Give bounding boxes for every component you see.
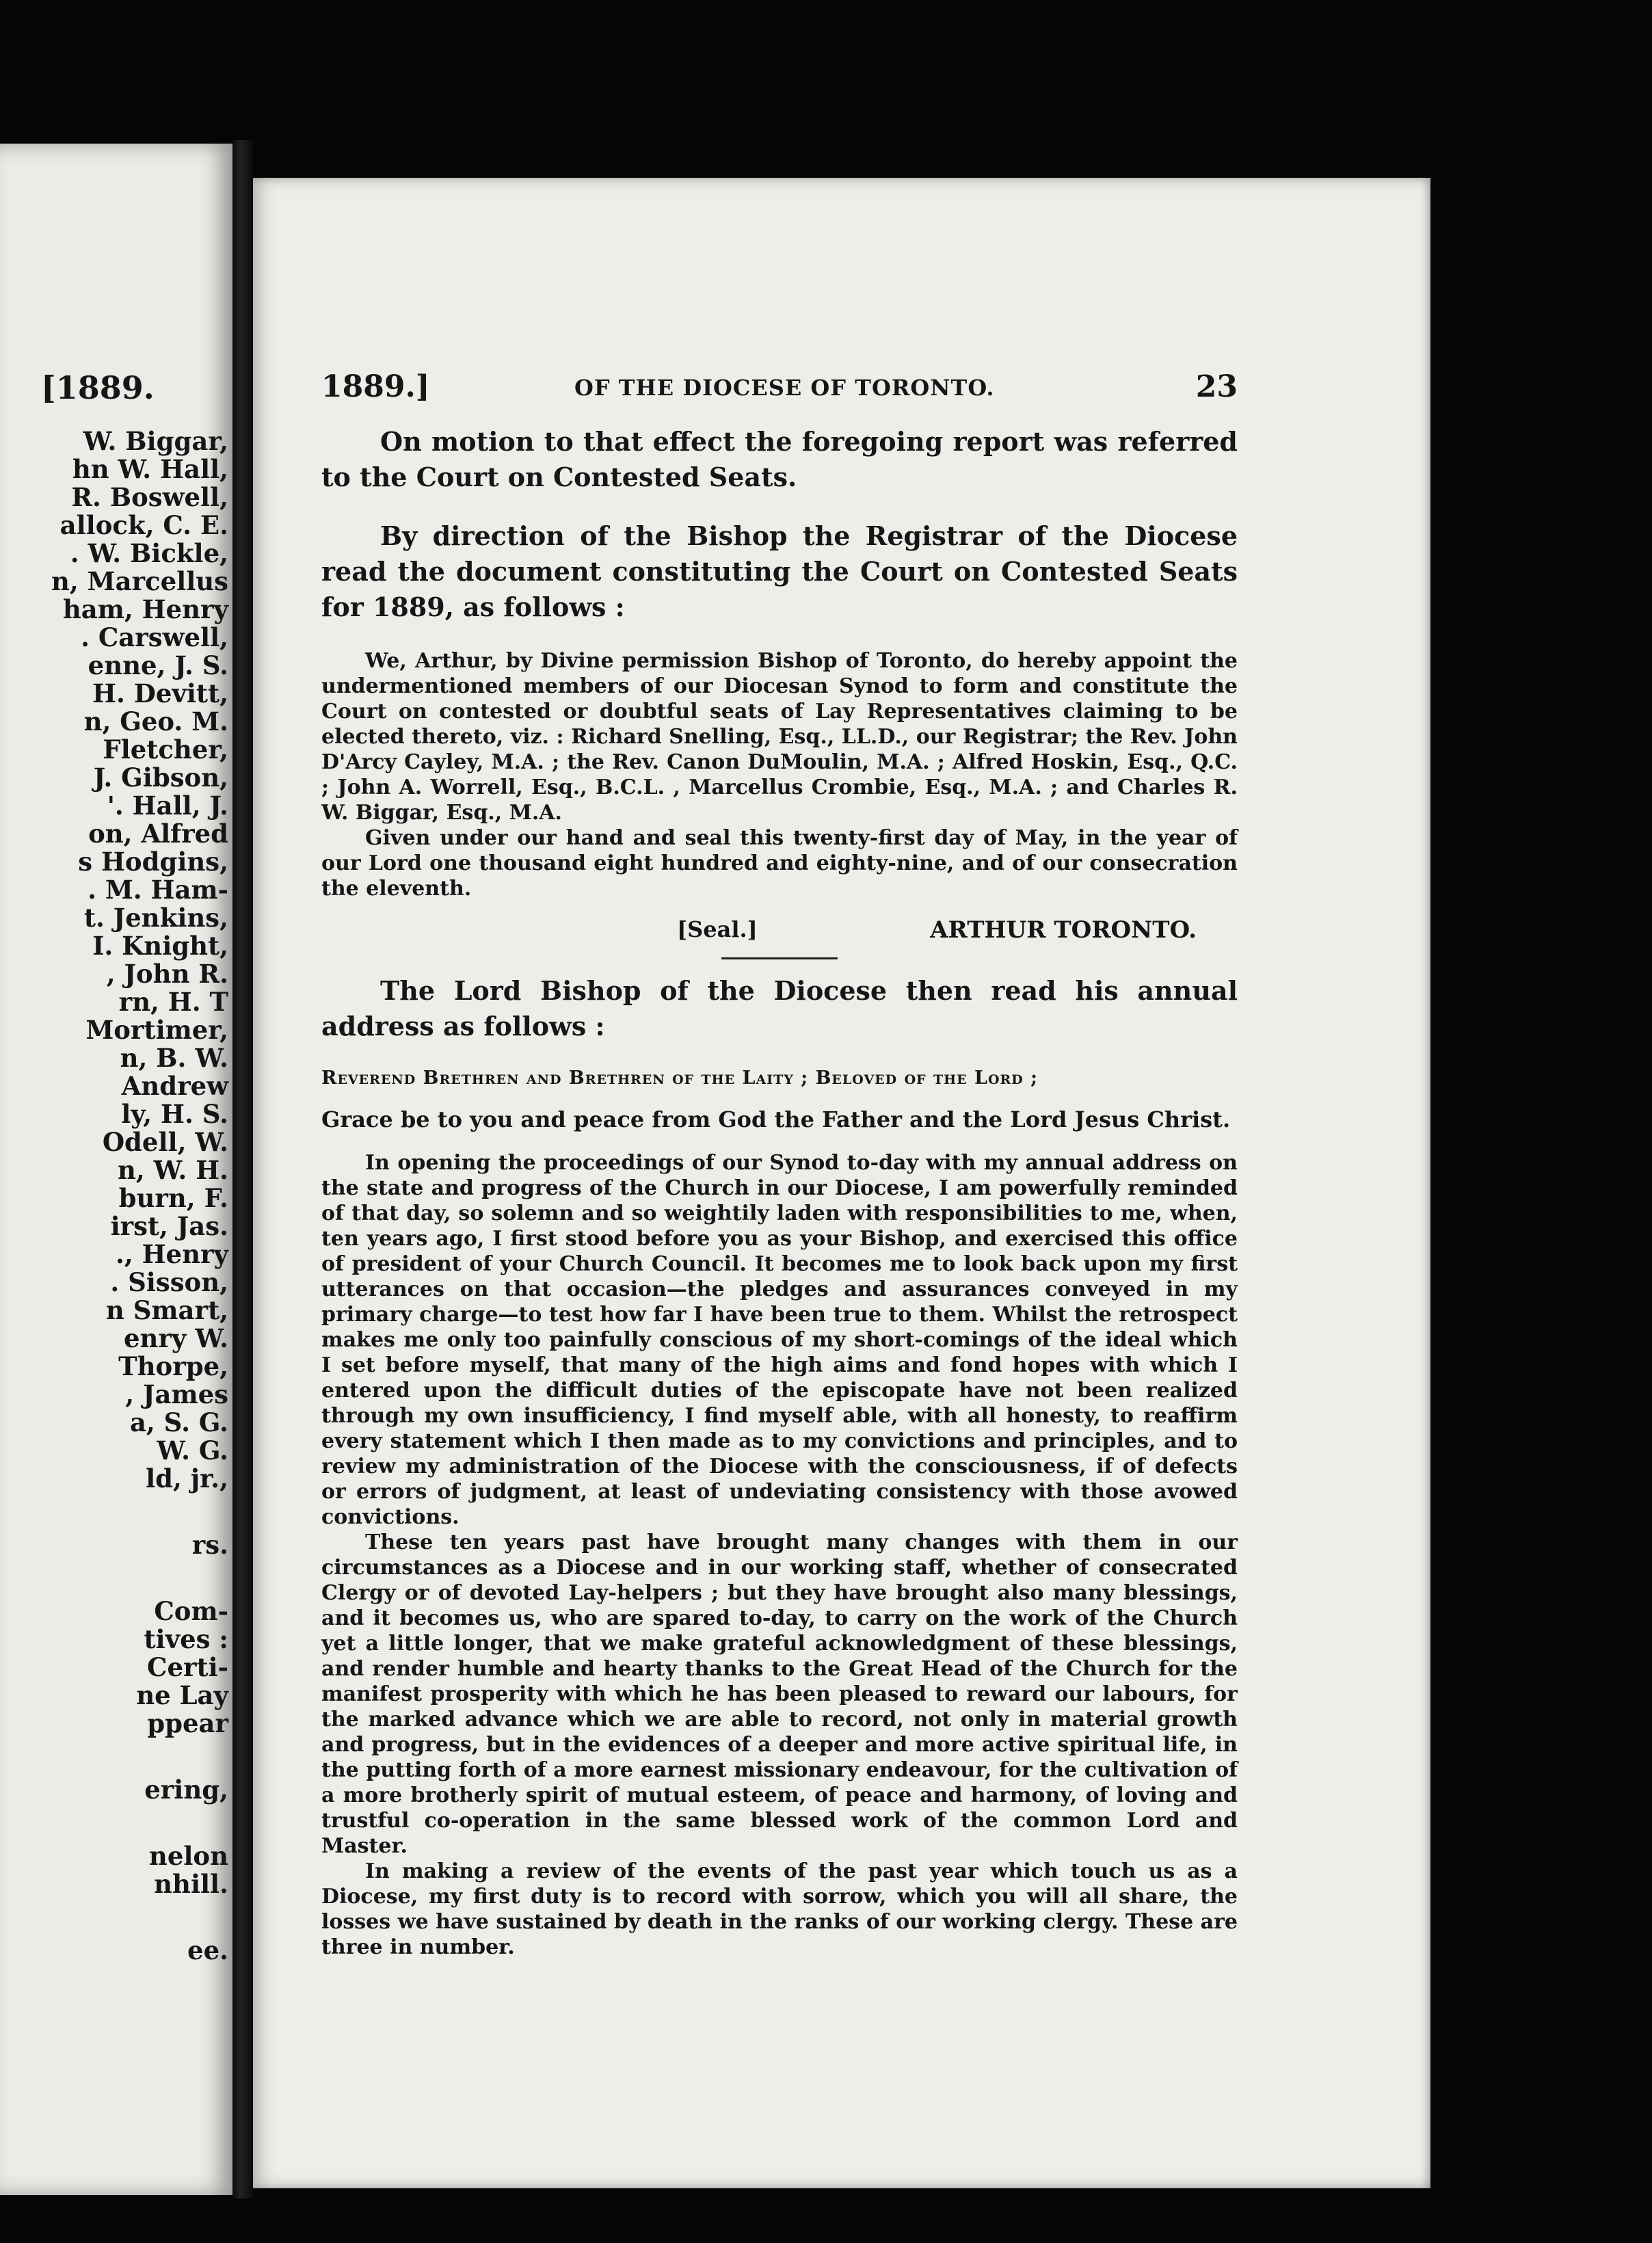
left-page-line: . M. Ham- — [88, 875, 228, 905]
left-page-line: , John R. — [106, 959, 228, 989]
left-page-line: n, W. H. — [117, 1155, 228, 1185]
signature-line — [321, 914, 1238, 945]
left-page-line: ne Lay — [136, 1680, 228, 1710]
left-page-line: Odell, W. — [102, 1127, 228, 1157]
section-divider — [721, 957, 838, 959]
left-page-header: [1889. — [41, 369, 155, 406]
left-page-line: burn, F. — [118, 1183, 228, 1213]
left-page-line: R. Boswell, — [71, 482, 228, 512]
left-page-line: ., Henry — [115, 1239, 228, 1269]
left-page-line: on, Alfred — [88, 819, 228, 849]
left-page-line: a, S. G. — [129, 1407, 228, 1437]
left-page-line: ham, Henry — [62, 594, 228, 624]
left-page-line: Fletcher, — [103, 734, 228, 765]
left-page-line: I. Knight, — [92, 931, 228, 961]
running-head-year: 1889.] — [321, 369, 430, 404]
left-page-line: Com- — [154, 1596, 228, 1626]
left-page-line: . W. Bickle, — [70, 538, 228, 568]
page-body — [321, 424, 1238, 1960]
address-paragraph-1: In opening the proceedings of our Synod to-day with my annual address on the state and progress of the Church in our Diocese, I am powerfully reminded of that day, so solemn and so weightily laden with responsibilities to me, when, ten years ago, I first stood before you as your Bishop, and exercised this office of president of your Church Council. It becomes me to look back upon my first utterances on that occasion—the pledges and assurances conveyed in my primary charge—to test how far I have been true to them. Whilst the retrospect makes me only too painfully conscious of my short-comings of the ideal which I set before myself, that many of the high aims and fond hopes with which I entered upon the difficult duties of the episcopate have not been realized through my own insufficiency, I find myself able, with all honesty, to reaffirm every statement which I then made as to my convictions and principles, and to review my administration of the Diocese with the consciousness, if of defects or errors of judgment, at least of undeviating consistency with those avowed convictions. — [321, 1151, 1238, 1529]
left-page-gap — [0, 1898, 228, 1937]
left-page-line: s Hodgins, — [78, 847, 228, 877]
left-page-line: ppear — [147, 1708, 228, 1738]
left-page-line: n, B. W. — [120, 1043, 228, 1073]
left-page-line: enne, J. S. — [88, 650, 228, 680]
left-page-gap — [0, 1804, 228, 1842]
left-page-gap — [0, 1738, 228, 1776]
left-page-line: Thorpe, — [118, 1351, 228, 1381]
left-page-line: J. Gibson, — [93, 762, 228, 793]
signer-name: ARTHUR TORONTO. — [930, 916, 1197, 944]
left-page-gap — [0, 1559, 228, 1597]
left-page-line: t. Jenkins, — [83, 903, 228, 933]
left-page-line: H. Devitt, — [92, 678, 228, 708]
left-page-line: rs. — [191, 1530, 228, 1560]
left-page-line: Mortimer, — [85, 1015, 228, 1045]
address-body — [321, 1150, 1238, 1960]
page-number: 23 — [1195, 369, 1238, 404]
left-page — [0, 144, 232, 2195]
left-page-line: ering, — [144, 1775, 228, 1805]
address-paragraph-2: These ten years past have brought many changes with them in our circumstances as a Diocese and in our working staff, whether of consecrated Clergy or of devoted Lay-helpers ; but they have brought also many blessings, and it becomes us, who are spared to-day, to carry on the work of the Church yet a little longer, that we make grateful acknowledgment of these blessings, and render humble and hearty thanks to the Great Head of the Church for the manifest prosperity with which he has been pleased to reward our labours, for the marked advance which we are able to record, not only in material growth and progress, but in the evidences of a deeper and more active spiritual life, in the putting forth of a more earnest missionary endeavour, for the cultivation of a more brotherly spirit of mutual esteem, of peace and harmony, of loving and trustful co-operation in the same blessed work of the common Lord and Master. — [321, 1530, 1238, 1858]
left-page-line: , James — [125, 1379, 228, 1409]
left-page-line: n Smart, — [105, 1295, 228, 1325]
left-page-text — [0, 427, 232, 1965]
left-page-line: irst, Jas. — [110, 1211, 228, 1241]
left-page-line: W. G. — [157, 1435, 228, 1465]
book-gutter — [232, 140, 253, 2199]
running-head — [321, 369, 1238, 410]
paragraph-motion: On motion to that effect the foregoing report was referred to the Court on Contested Seats. — [321, 426, 1238, 492]
left-page-line: n, Marcellus — [51, 566, 228, 596]
paragraph-direction: By direction of the Bishop the Registrar of the Diocese read the document constituting the Court on Contested Seats for 1889, as follows : — [321, 520, 1238, 622]
left-page-line: Certi- — [147, 1652, 228, 1682]
right-page — [253, 178, 1430, 2188]
left-page-line: tives : — [144, 1624, 228, 1654]
salutation: Reverend Brethren and Brethren of the Laity ; Beloved of the Lord ; — [321, 1067, 1039, 1089]
left-page-line: n, Geo. M. — [83, 706, 228, 736]
left-page-line: ee. — [187, 1935, 228, 1965]
left-page-line: nelon — [148, 1841, 228, 1871]
appointment-text: We, Arthur, by Divine permission Bishop of Toronto, do hereby appoint the undermentioned members of our Diocesan Synod to form and constitute the Court on contested or doubtful seats of Lay Representatives claiming to be elected thereto, viz. : Richard Snelling, Esq., LL.D., our Registrar; the Rev. John D'Arcy Cayley, M.A. ; the Rev. Canon DuMoulin, M.A. ; Alfred Hoskin, Esq., Q.C. ; John A. Worrell, Esq., B.C.L. , Marcellus Crombie, Esq., M.A. ; and Charles R. W. Biggar, Esq., M.A. — [321, 649, 1238, 825]
left-page-gap — [0, 1493, 228, 1531]
running-head-title: OF THE DIOCESE OF TORONTO. — [574, 375, 995, 401]
seal-label: [Seal.] — [677, 916, 758, 942]
address-paragraph-3: In making a review of the events of the past year which touch us as a Diocese, my first duty is to record with sorrow, which you will all share, the losses we have sustained by death in the ranks of our working clergy. These are three in number. — [321, 1859, 1238, 1959]
left-page-line: ly, H. S. — [121, 1099, 228, 1129]
left-page-line: W. Biggar, — [83, 426, 228, 456]
left-page-line: . Sisson, — [110, 1267, 228, 1297]
left-page-line: nhill. — [154, 1869, 228, 1899]
left-page-line: rn, H. T — [118, 987, 228, 1017]
left-page-line: ld, jr., — [146, 1463, 228, 1494]
left-page-line: enry W. — [124, 1323, 228, 1353]
left-page-line: hn W. Hall, — [72, 454, 228, 484]
left-page-line: Andrew — [121, 1071, 228, 1101]
grace-line: Grace be to you and peace from God the Father and the Lord Jesus Christ. — [321, 1106, 1231, 1132]
left-page-line: allock, C. E. — [59, 510, 228, 540]
left-page-line: '. Hall, J. — [107, 791, 228, 821]
left-page-line: . Carswell, — [81, 622, 228, 652]
paragraph-address-intro: The Lord Bishop of the Diocese then read his annual address as follows : — [321, 975, 1238, 1041]
given-text: Given under our hand and seal this twenty-first day of May, in the year of our Lord one thousand eight hundred and eighty-nine, and of our consecration the eleventh. — [321, 826, 1238, 901]
